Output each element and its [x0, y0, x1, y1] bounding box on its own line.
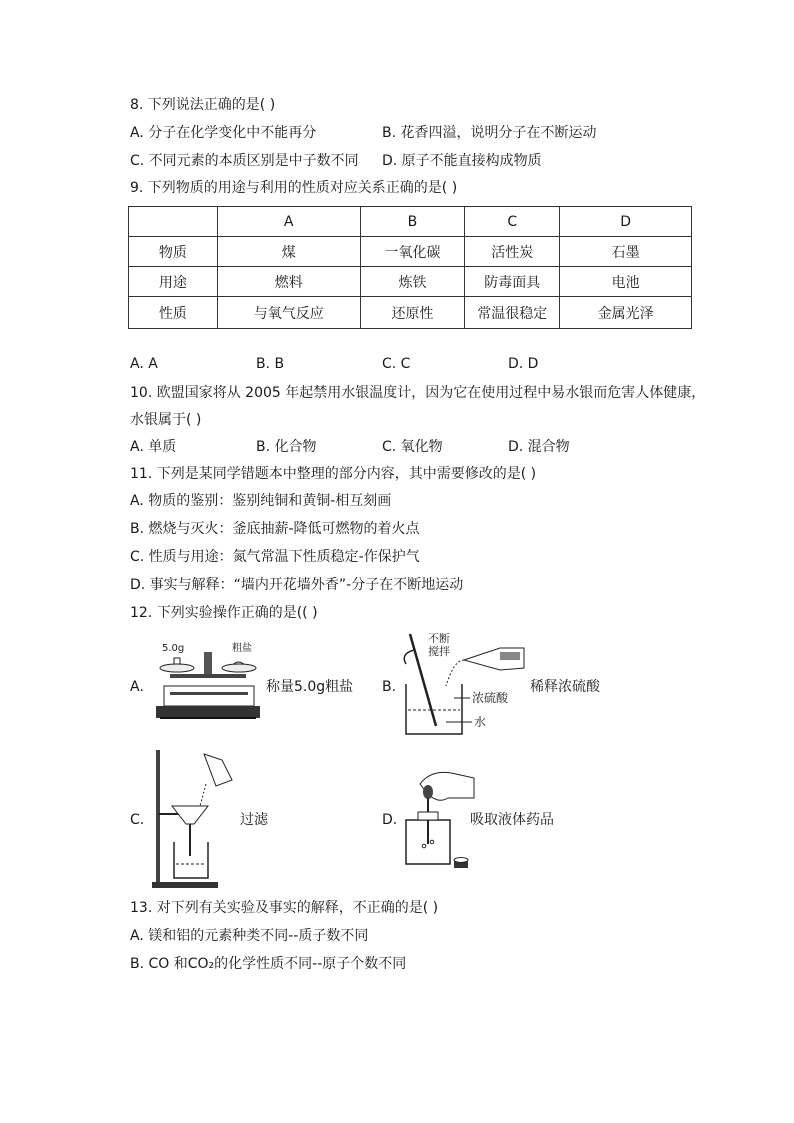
table-row [129, 237, 692, 267]
q12-a-letter: A. [130, 679, 144, 695]
salt-label: 粗盐 [232, 643, 252, 654]
q9-table [128, 206, 692, 329]
iron-stand-base [152, 882, 218, 888]
q8-stem: 8. 下列说法正确的是( ) [130, 97, 276, 113]
stopper-top [454, 858, 468, 863]
table-cell: 活性炭 [465, 237, 560, 267]
acid-label: 浓硫酸 [472, 691, 509, 705]
balance-beam [170, 674, 246, 678]
q11-option-a: A. 物质的鉴别：鉴别纯铜和黄铜-相互刻画 [130, 493, 392, 509]
table-cell: 物质 [129, 237, 218, 267]
q10-option-c: C. 氧化物 [382, 439, 443, 455]
table-cell: 性质 [129, 297, 218, 329]
rubber-bulb [423, 785, 433, 799]
bottle-label [500, 652, 520, 660]
table-row [129, 267, 692, 297]
table-cell: 石墨 [560, 237, 692, 267]
balance-illustration [150, 640, 266, 726]
dropper-illustration [398, 764, 478, 876]
table-header-row [129, 207, 692, 237]
table-cell: 与氧气反应 [217, 297, 360, 329]
stir-label-2: 搅拌 [428, 645, 450, 658]
table-cell: 还原性 [360, 297, 465, 329]
balance-base [164, 686, 254, 706]
table-cell: 用途 [129, 267, 218, 297]
q12-c-letter: C. [130, 812, 145, 828]
q10-stem-line2: 水银属于( ) [130, 412, 202, 428]
pour-stream [200, 784, 206, 806]
water-label: 水 [474, 715, 487, 729]
table-cell: 一氧化碳 [360, 237, 465, 267]
q11-option-b: B. 燃烧与灭火：釜底抽薪-降低可燃物的着火点 [130, 521, 420, 537]
q12-a-caption: 称量5.0g粗盐 [266, 679, 354, 695]
q10-option-a: A. 单质 [130, 439, 177, 455]
q9-option-c: C. C [382, 356, 411, 372]
q12-d-letter: D. [382, 812, 398, 828]
pouring-beaker [204, 754, 232, 786]
left-pan [160, 664, 194, 672]
table-cell: 燃料 [217, 267, 360, 297]
q13-option-b: B. CO 和CO₂的化学性质不同--原子个数不同 [130, 956, 407, 972]
q13-option-a: A. 镁和铝的元素种类不同--质子数不同 [130, 928, 369, 944]
q12-b-caption: 稀释浓硫酸 [530, 679, 600, 695]
q9-stem: 9. 下列物质的用途与利用的性质对应关系正确的是( ) [130, 180, 458, 196]
balance-scale-bar [170, 692, 248, 695]
q11-stem: 11. 下列是某同学错题本中整理的部分内容，其中需要修改的是( ) [130, 466, 537, 482]
stir-label-1: 不断 [428, 632, 450, 645]
table-cell [129, 207, 218, 237]
table-cell: 金属光泽 [560, 297, 692, 329]
q12-c-caption: 过滤 [240, 812, 268, 828]
acid-stream [446, 660, 464, 686]
q10-option-b: B. 化合物 [256, 439, 317, 455]
table-cell: 煤 [217, 237, 360, 267]
bottle-neck [418, 812, 438, 820]
table-cell: A [217, 207, 360, 237]
q9-option-d: D. D [508, 356, 539, 372]
q8-option-a: A. 分子在化学变化中不能再分 [130, 125, 317, 141]
q10-option-d: D. 混合物 [508, 439, 570, 455]
q11-option-c: C. 性质与用途：氮气常温下性质稳定-作保护气 [130, 549, 420, 565]
q13-stem: 13. 对下列有关实验及事实的解释，不正确的是( ) [130, 900, 439, 916]
table-cell: D [560, 207, 692, 237]
q12-b-letter: B. [382, 679, 397, 695]
stir-arrow [404, 650, 414, 664]
dilution-illustration [396, 630, 530, 738]
q11-option-d: D. 事实与解释：“墙内开花墙外香”-分子在不断地运动 [130, 577, 464, 593]
bubble [430, 840, 434, 844]
q9-option-a: A. A [130, 356, 158, 372]
q8-option-d: D. 原子不能直接构成物质 [382, 153, 542, 169]
right-pan [222, 664, 256, 672]
bubble [422, 844, 426, 848]
q12-d-caption: 吸取液体药品 [470, 812, 554, 828]
table-cell: 防毒面具 [465, 267, 560, 297]
table-cell: C [465, 207, 560, 237]
q9-option-b: B. B [256, 356, 285, 372]
weight-block [174, 658, 180, 664]
table-cell: 常温很稳定 [465, 297, 560, 329]
table-cell: 炼铁 [360, 267, 465, 297]
table-row [129, 297, 692, 329]
q10-stem-line1: 10. 欧盟国家将从 2005 年起禁用水银温度计，因为它在使用过程中易水银而危害人体健康， [130, 385, 706, 401]
q8-option-c: C. 不同元素的本质区别是中子数不同 [130, 153, 359, 169]
q8-option-b: B. 花香四溢，说明分子在不断运动 [382, 125, 597, 141]
balance-foot [156, 706, 260, 718]
iron-stand-rod [156, 750, 160, 884]
q12-stem: 12. 下列实验操作正确的是(( ) [130, 605, 318, 621]
beaker [406, 684, 462, 734]
table-cell: 电池 [560, 267, 692, 297]
table-cell: B [360, 207, 465, 237]
weight-label: 5.0g [162, 643, 185, 654]
filtration-illustration [150, 746, 240, 890]
